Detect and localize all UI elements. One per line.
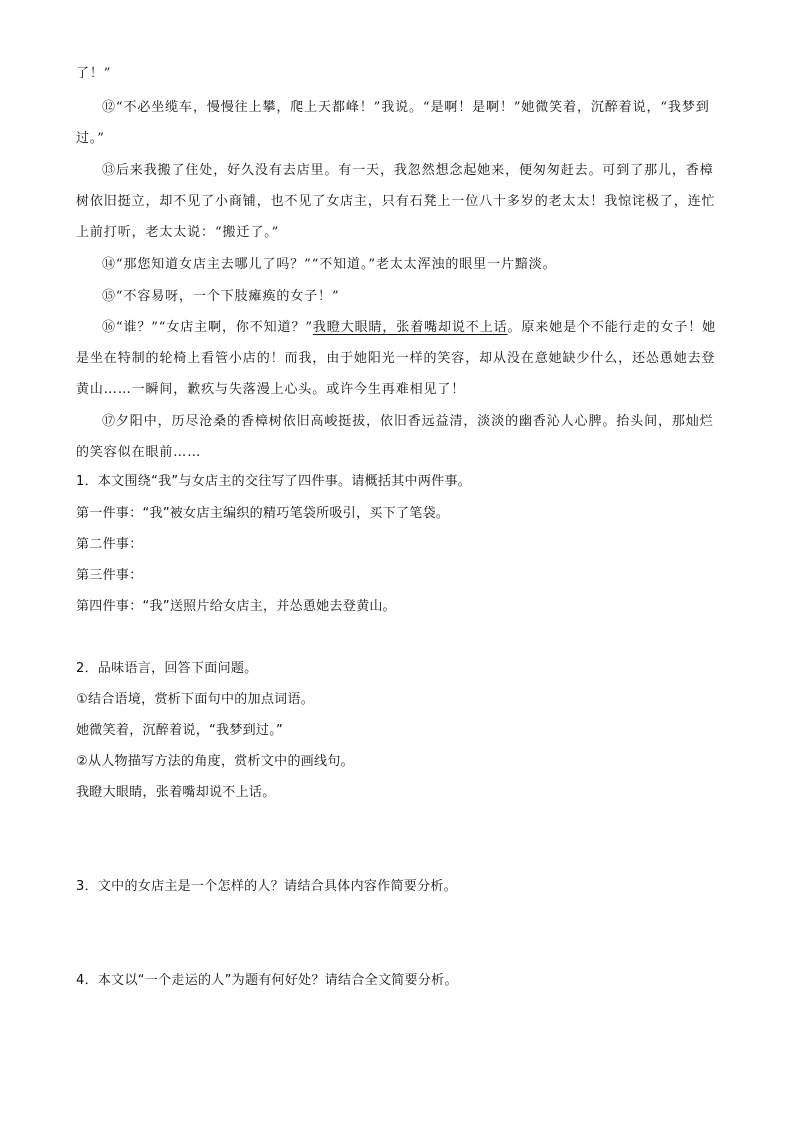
passage-paragraph-12: ⑫“不必坐缆车，慢慢往上攀，爬上天都峰！”我说。“是啊！是啊！”她微笑着，沉醉着说，“我梦到过。”: [76, 100, 710, 146]
passage-paragraph-17: ⑰夕阳中，历尽沧桑的香樟树依旧高峻挺拔，依旧香远益清，淡淡的幽香沁人心脾。抬头间，那灿烂的笑容似在眼前……: [76, 414, 714, 460]
question-1-event-1: 第一件事：“我”被女店主编织的精巧笔袋所吸引，买下了笔袋。: [76, 506, 450, 521]
question-2-part-2-sentence: 我瞪大眼睛，张着嘴却说不上话。: [76, 785, 276, 800]
passage-paragraph-16-end: 。原来她是个不能行走的女子！她是坐在特制的轮椅上看管小店的！而我，由于她阳光一样的笑容，却从没在意她缺少什么，还怂恿她去登黄山……一瞬间，歉疚与失落漫上心头。或许今生再难相见了！: [76, 320, 717, 397]
passage-paragraph-14: ⑭“那您知道女店主去哪儿了吗？”“不知道。”老太太浑浊的眼里一片黯淡。: [102, 257, 557, 272]
passage-paragraph-continued: 了！”: [76, 66, 112, 81]
passage-paragraph-16: [76, 312, 718, 405]
passage-paragraph-13: ⑬后来我搬了住处，好久没有去店里。有一天，我忽然想念起她来，便匆匆赶去。可到了那儿，香樟树依旧挺立，却不见了小商铺，也不见了女店主，只有石凳上一位八十多岁的老太太！我惊诧极了，连忙上前打听，老太太说：“搬迁了。”: [76, 163, 716, 240]
question-2-part-1-sentence: 她微笑着，沉醉着说，“我梦到过。”: [76, 723, 284, 738]
question-2: 2．品味语言，回答下面问题。: [76, 661, 258, 676]
passage-paragraph-16-start: ⑯“谁？”“女店主啊，你不知道？”: [102, 320, 313, 335]
question-3: 3．文中的女店主是一个怎样的人？请结合具体内容作简要分析。: [76, 879, 457, 894]
question-1-event-4: 第四件事：“我”送照片给女店主，并怂恿她去登黄山。: [76, 599, 396, 614]
question-1: 1．本文围绕“我”与女店主的交往写了四件事。请概括其中两件事。: [76, 474, 472, 489]
underlined-sentence: 我瞪大眼睛，张着嘴却说不上话: [312, 320, 508, 335]
question-1-event-3: 第三件事：: [76, 568, 143, 583]
passage-paragraph-15: ⑮“不容易呀，一个下肢瘫痪的女子！”: [102, 289, 340, 304]
question-4: 4．本文以“一个走运的人”为题有何好处？请结合全文简要分析。: [76, 973, 458, 988]
question-2-part-1: ①结合语境，赏析下面句中的加点词语。: [76, 692, 315, 707]
question-1-event-2: 第二件事：: [76, 537, 143, 552]
question-2-part-2: ②从人物描写方法的角度，赏析文中的画线句。: [76, 754, 354, 769]
